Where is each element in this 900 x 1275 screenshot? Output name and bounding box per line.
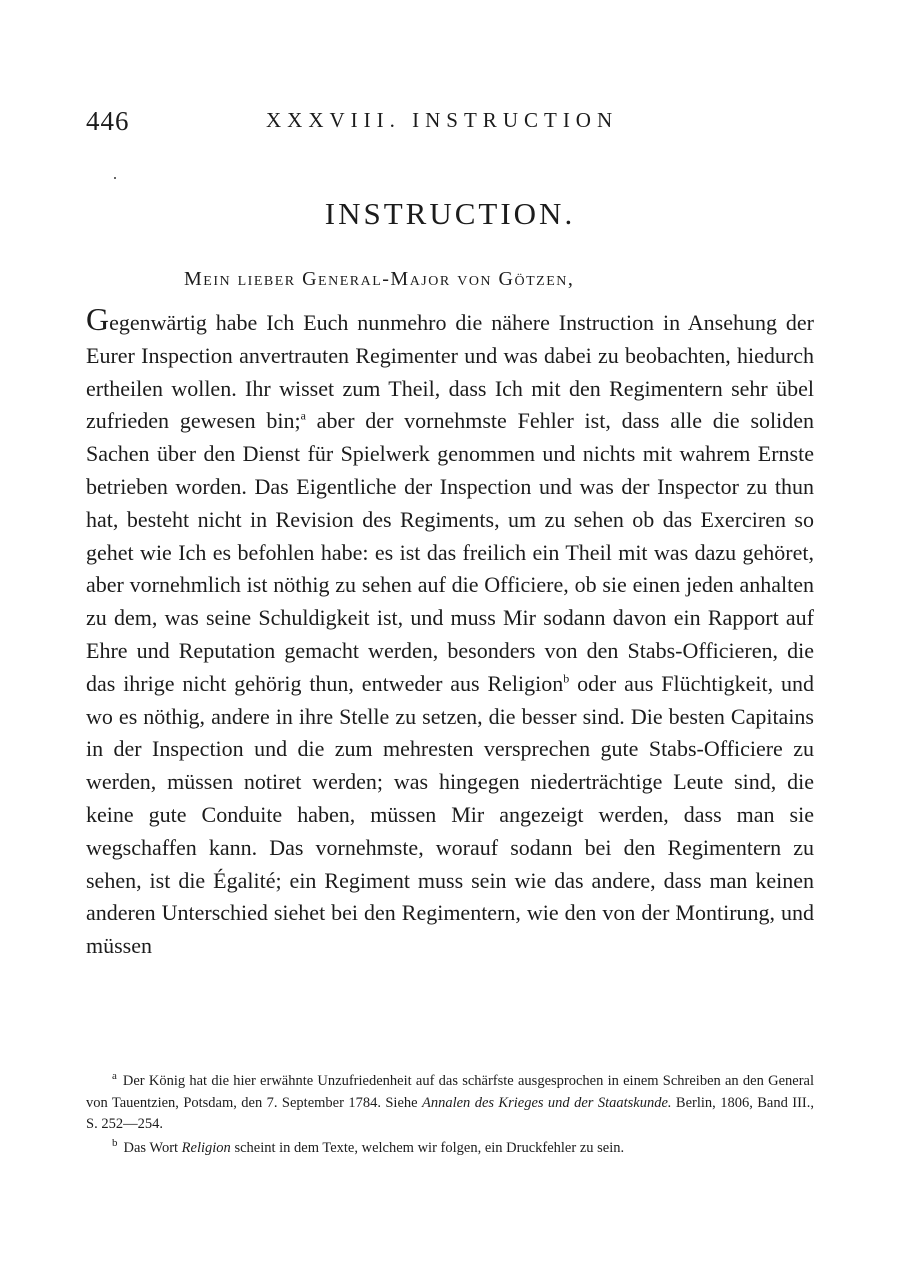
- salutation: Mein lieber General-Major von Götzen,: [184, 268, 575, 290]
- body-text: [86, 303, 814, 963]
- running-head: [86, 106, 814, 136]
- footnote-b: [86, 1138, 814, 1160]
- footnote-a-citation: Annalen des Krieges und der Staatskunde.: [421, 1094, 672, 1111]
- footnote-a-text-1: Der König hat die hier erwähnte Unzufriedenheit auf das schärfste ausgesprochen in einem Schreiben an den General von Tauentzien, Potsdam, den 7. September 1784. Siehe: [86, 1073, 814, 1111]
- footnote-b-label: b: [112, 1136, 118, 1149]
- footnote-marker-b: b: [563, 671, 570, 686]
- body-text-part-3: oder aus Flüchtigkeit, und wo es nöthig, andere in ihre Stelle zu setzen, die besser sind. Die besten Capitains in der Inspection und die zum mehresten versprechen gute Stabs-Officiere zu werden, müssen notiret werden; was hingegen niederträchtige Leute sind, die keine gute Conduite haben, müssen Mir angezeigt werden, dass man sie wegschaffen kann. Das vornehmste, worauf sodann bei den Regimentern zu sehen, ist die Égalité; ein Regiment muss sein wie das andere, dass man keinen anderen Unterschied siehet bei den Regimentern, wie den von der Montirung, und müssen: [86, 670, 814, 959]
- footnote-b-word: Religion: [181, 1139, 231, 1156]
- initial-letter: G: [86, 301, 110, 337]
- body-text-part-2: aber der vornehmste Fehler ist, dass alle die soliden Sachen über den Dienst für Spielwerk genommen und nichts mit wahrem Ernste betrieben worden. Das Eigentliche der Inspection und was der Inspector zu thun hat, besteht nicht in Revision des Regiments, um zu sehen ob das Exerciren so gehet wie Ich es befohlen habe: es ist das freilich ein Theil mit was dazu gehöret, aber vornehmlich ist nöthig zu sehen auf die Officiere, ob sie einen jeden anhalten zu dem, was seine Schuldigkeit ist, und muss Mir sodann davon ein Rapport auf Ehre und Reputation gemacht werden, besonders von den Stabs-Officieren, die das ihrige nicht gehörig thun, entweder aus Religion: [86, 408, 814, 696]
- footnote-b-text-2: scheint in dem Texte, welchem wir folgen, ein Druckfehler zu sein.: [230, 1139, 625, 1156]
- body-paragraph: [86, 303, 814, 963]
- footnote-a: [86, 1071, 814, 1136]
- footnote-a-text-2: Berlin, 1806, Band III., S. 252—254.: [86, 1094, 814, 1132]
- footnotes: [86, 1071, 814, 1159]
- footnote-b-text-1: Das Wort: [123, 1139, 182, 1156]
- section-title: INSTRUCTION.: [324, 196, 576, 231]
- printing-speck: [114, 177, 116, 179]
- page-number: 446: [86, 106, 130, 136]
- footnote-marker-a: a: [300, 409, 306, 424]
- footnote-a-label: a: [112, 1070, 117, 1083]
- running-title: XXXVIII. INSTRUCTION: [266, 108, 619, 132]
- body-text-part-1: egenwärtig habe Ich Euch nunmehro die nähere Instruction in Ansehung der Eurer Inspection anvertrauten Regimenter und was dabei zu beobachten, hiedurch ertheilen wollen. Ihr wisset zum Theil, dass Ich mit den Regimentern sehr übel zufrieden gewesen bin;: [86, 310, 814, 434]
